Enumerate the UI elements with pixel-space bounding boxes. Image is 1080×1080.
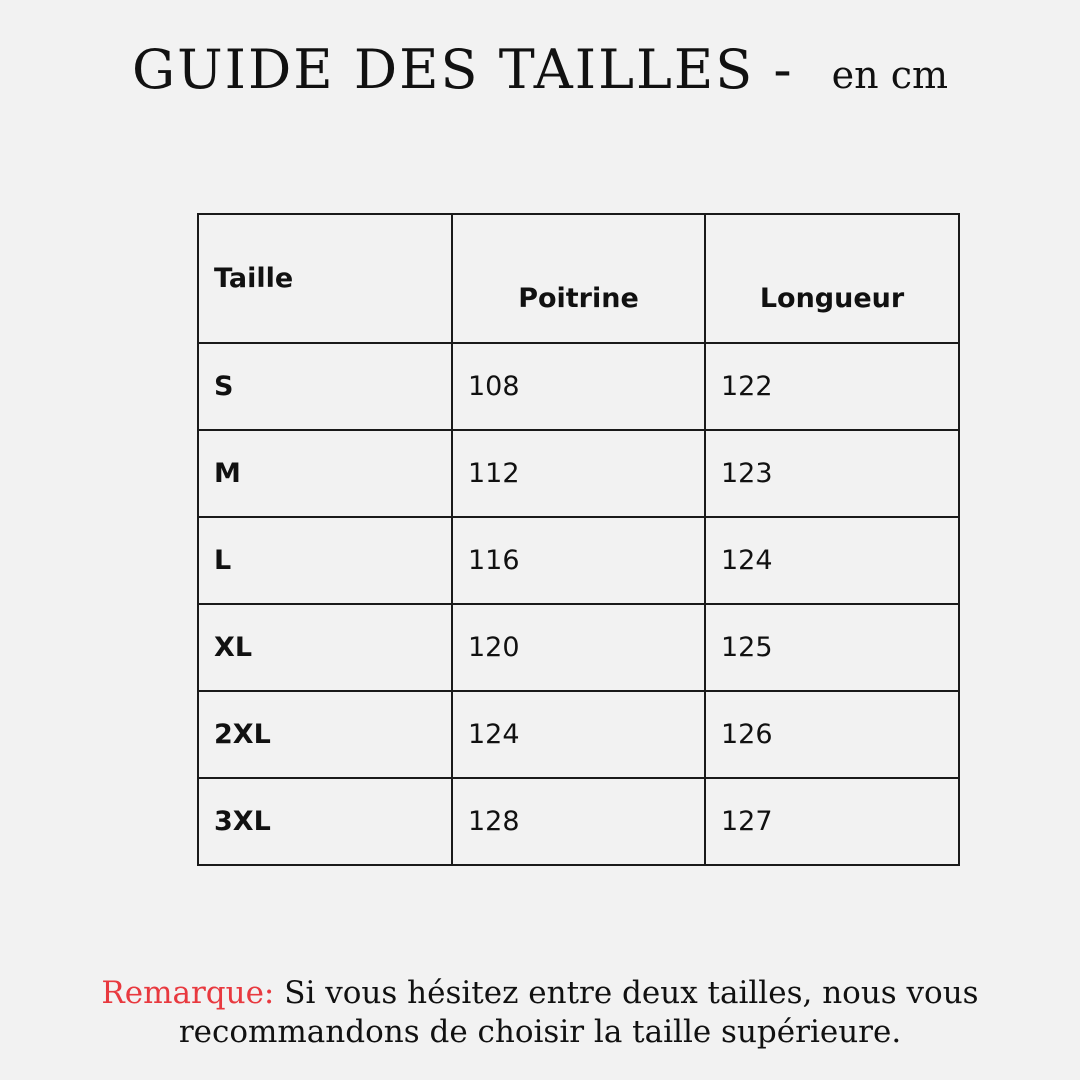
- note-line-2: recommandons de choisir la taille supérieure.: [178, 1014, 902, 1050]
- size-cell: L: [198, 517, 452, 604]
- note-label: Remarque:: [101, 975, 275, 1011]
- poitrine-cell: 120: [452, 604, 705, 691]
- size-cell: XL: [198, 604, 452, 691]
- size-cell: M: [198, 430, 452, 517]
- poitrine-cell: 124: [452, 691, 705, 778]
- page-title: [0, 38, 1080, 101]
- title-unit: en cm: [831, 53, 949, 97]
- size-note: [0, 974, 1080, 1052]
- header-taille: Taille: [198, 214, 452, 343]
- longueur-cell: 126: [705, 691, 959, 778]
- table-row: [198, 343, 959, 430]
- table-row: [198, 778, 959, 865]
- table-row: [198, 517, 959, 604]
- size-cell: S: [198, 343, 452, 430]
- table-row: [198, 604, 959, 691]
- table-row: [198, 691, 959, 778]
- longueur-cell: 125: [705, 604, 959, 691]
- note-line-1: [0, 974, 1080, 1013]
- poitrine-cell: 116: [452, 517, 705, 604]
- table-header-row: [198, 214, 959, 343]
- size-cell: 3XL: [198, 778, 452, 865]
- longueur-cell: 122: [705, 343, 959, 430]
- note-text-1: Si vous hésitez entre deux tailles, nous vous: [274, 975, 979, 1011]
- longueur-cell: 124: [705, 517, 959, 604]
- table-row: [198, 430, 959, 517]
- longueur-cell: 127: [705, 778, 959, 865]
- size-table: [197, 213, 960, 866]
- header-poitrine: Poitrine: [452, 214, 705, 343]
- longueur-cell: 123: [705, 430, 959, 517]
- size-cell: 2XL: [198, 691, 452, 778]
- header-longueur: Longueur: [705, 214, 959, 343]
- poitrine-cell: 108: [452, 343, 705, 430]
- title-main: GUIDE DES TAILLES -: [131, 38, 794, 101]
- poitrine-cell: 112: [452, 430, 705, 517]
- poitrine-cell: 128: [452, 778, 705, 865]
